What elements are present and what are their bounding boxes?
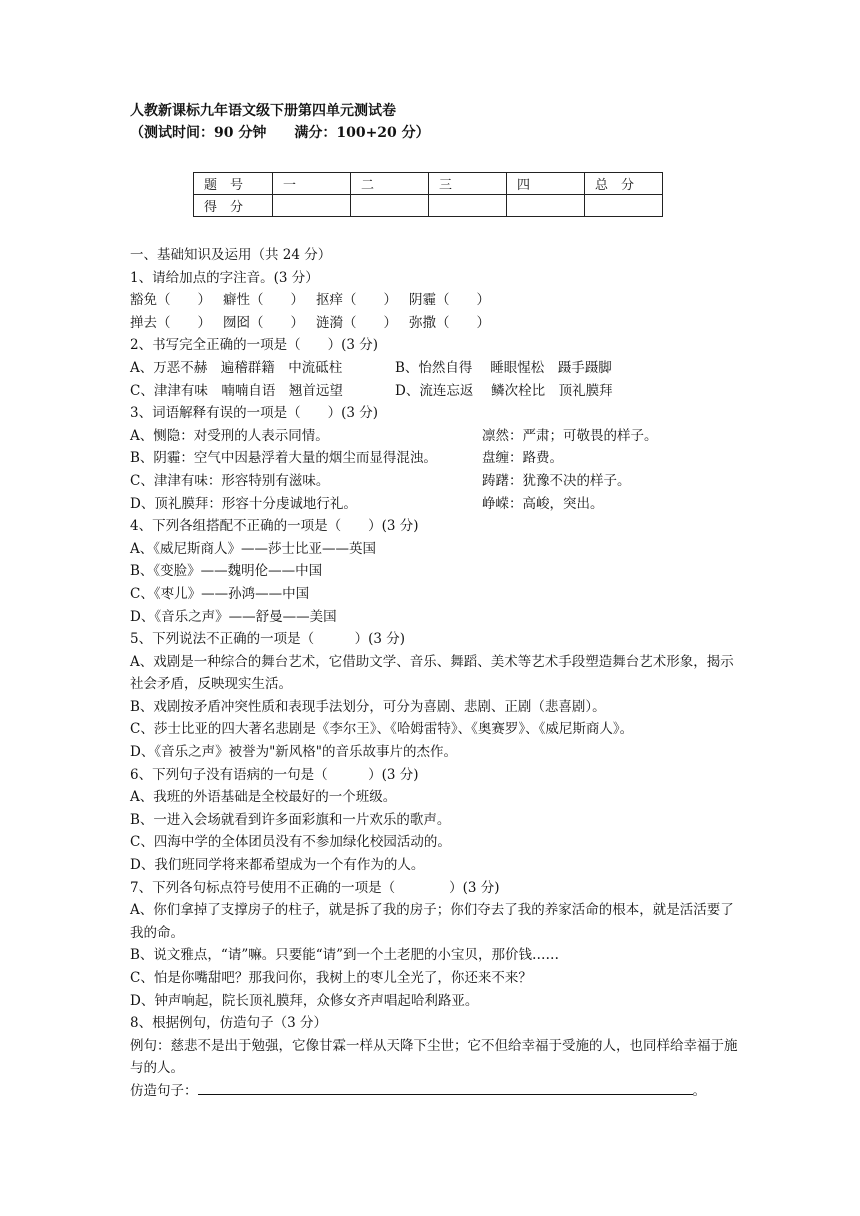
example-sentence: 例句：慈悲不是出于勉强，它像甘霖一样从天降下尘世；它不但给幸福于受施的人，也同样给幸福于施与的人。: [130, 1037, 738, 1077]
option-c: C、怕是你嘴甜吧？那我问你，我树上的枣儿全光了，你还来不来？: [130, 970, 532, 986]
score-cell: [507, 195, 585, 217]
option-d-right: 峥嵘：高峻，突出。: [482, 495, 604, 512]
answer-label: 仿造句子：: [130, 1082, 198, 1099]
option-d: D、《音乐之声》被誉为"新风格"的音乐故事片的杰作。: [130, 744, 457, 761]
score-cell: [585, 195, 663, 217]
option-b: B、《变脸》——魏明伦——中国: [130, 563, 323, 580]
question-stem: 1、请给加点的字注音。(3 分）: [130, 269, 319, 286]
option-d: D、《音乐之声》——舒曼——美国: [130, 608, 337, 625]
section-1: [130, 244, 740, 1103]
option-c: C、津津有味 喃喃自语 翘首远望: [130, 382, 343, 399]
pinyin-row: [130, 289, 740, 312]
question-stem: 6、下列句子没有语病的一句是（ ）(3 分): [130, 766, 419, 783]
option-a: A、戏剧是一种综合的舞台艺术，它借助文学、音乐、舞蹈、美术等艺术手段塑造舞台艺术形象，揭示社会矛盾，反映现实生活。: [130, 653, 734, 693]
option-c: C、津津有味：形容特别有滋味。: [130, 472, 330, 489]
option-row: [130, 357, 740, 380]
option-b-right: 盘缠：路费。: [482, 450, 563, 467]
score-cell: 四: [507, 173, 585, 195]
pinyin-item: 豁免（ ）: [130, 292, 211, 309]
exam-header: [130, 100, 740, 144]
option-row: [130, 425, 740, 448]
pinyin-row: [130, 312, 740, 335]
option-d: D、钟声响起，院长顶礼膜拜，众修女齐声唱起哈利路亚。: [130, 992, 479, 1009]
exam-subtitle: （测试时间：90 分钟 满分：100+20 分）: [130, 125, 430, 141]
score-cell: [429, 195, 507, 217]
option-b: B、怡然自得 睡眼惺松 蹑手蹑脚: [395, 359, 612, 376]
pinyin-item: 阴霾（ ）: [409, 292, 490, 309]
pinyin-item: 抠痒（ ）: [316, 292, 397, 309]
question-stem: 3、词语解释有误的一项是（ ）(3 分): [130, 405, 379, 422]
option-row: [130, 447, 740, 470]
question-stem: 5、下列说法不正确的一项是（ ）(3 分): [130, 631, 406, 648]
option-row: [130, 380, 740, 403]
option-b: B、阴霾：空气中因悬浮着大量的烟尘而显得混浊。: [130, 450, 437, 467]
option-c-right: 踌躇：犹豫不决的样子。: [482, 472, 631, 489]
score-table-header-row: [194, 173, 663, 195]
score-cell: 二: [351, 173, 429, 195]
option-d: D、流连忘返 鳞次栓比 顶礼膜拜: [395, 382, 613, 399]
option-b: B、戏剧按矛盾冲突性质和表现手法划分，可分为喜剧、悲剧、正剧（悲喜剧）。: [130, 698, 606, 715]
option-a-right: 凛然：严肃；可敬畏的样子。: [482, 427, 658, 444]
option-a: A、我班的外语基础是全校最好的一个班级。: [130, 789, 397, 806]
option-a: A、你们拿掉了支撑房子的柱子，就是拆了我的房子；你们夺去了我的养家活命的根本，就是活活要了我的命。: [130, 902, 734, 941]
question-stem: 7、下列各句标点符号使用不正确的一项是（ ）(3 分): [130, 879, 500, 896]
pinyin-item: 涟漪（ ）: [316, 314, 397, 331]
option-a: A、《威尼斯商人》——莎士比亚——英国: [130, 540, 376, 557]
pinyin-item: 癖性（ ）: [223, 292, 304, 309]
score-cell: 总 分: [585, 173, 663, 195]
question-stem: 2、书写完全正确的一项是（ ）(3 分): [130, 337, 379, 354]
option-c: C、莎士比亚的四大著名悲剧是《李尔王》、《哈姆雷特》、《奥赛罗》、《威尼斯商人》。: [130, 721, 634, 738]
score-table-score-row: [194, 195, 663, 217]
answer-end: 。: [692, 1082, 706, 1099]
pinyin-item: 囫囵（ ）: [223, 314, 304, 331]
exam-title: 人教新课标九年语文级下册第四单元测试卷: [130, 103, 396, 119]
option-c: C、《枣儿》——孙鸿——中国: [130, 585, 310, 602]
score-table: [193, 172, 663, 217]
pinyin-item: 弥撒（ ）: [409, 314, 490, 331]
score-cell: 题 号: [194, 173, 273, 195]
option-b: B、一进入会场就看到许多面彩旗和一片欢乐的歌声。: [130, 811, 451, 828]
option-b: B、说文雅点，“请”嘛。只要能“请”到一个土老肥的小宝贝，那价钱……: [130, 947, 560, 964]
option-d: D、顶礼膜拜：形容十分虔诚地行礼。: [130, 495, 357, 512]
question-stem: 8、根据例句，仿造句子（3 分）: [130, 1015, 327, 1032]
score-cell: 得 分: [194, 195, 273, 217]
answer-blank[interactable]: [198, 1080, 693, 1095]
score-cell: 一: [273, 173, 351, 195]
pinyin-item: 掸去（ ）: [130, 314, 211, 331]
score-cell: 三: [429, 173, 507, 195]
score-cell: [351, 195, 429, 217]
option-d: D、我们班同学将来都希望成为一个有作为的人。: [130, 857, 425, 874]
section-heading: 一、基础知识及运用（共 24 分）: [130, 247, 332, 263]
score-cell: [273, 195, 351, 217]
option-row: [130, 470, 740, 493]
option-a: A、万恶不赫 遍稽群籍 中流砥柱: [130, 359, 343, 376]
question-stem: 4、下列各组搭配不正确的一项是（ ）(3 分): [130, 518, 419, 535]
answer-line: [130, 1080, 740, 1103]
option-c: C、四海中学的全体团员没有不参加绿化校园活动的。: [130, 834, 451, 851]
option-a: A、恻隐：对受刑的人表示同情。: [130, 427, 329, 444]
option-row: [130, 493, 740, 516]
